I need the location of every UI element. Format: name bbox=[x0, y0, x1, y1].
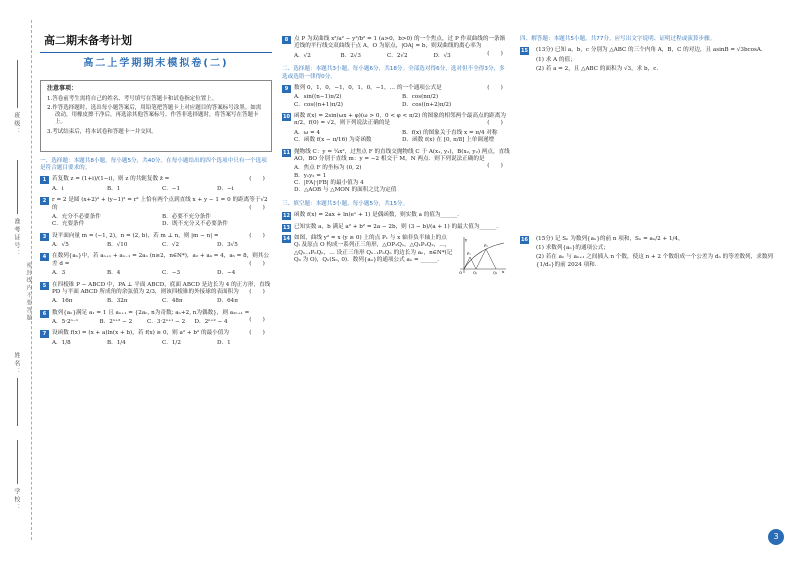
notice-item: 3.考试结束后，将本试卷和答题卡一并交回。 bbox=[47, 128, 157, 135]
option-d: D．△AOB 与 △MON 的面积之比为定值 bbox=[294, 187, 397, 194]
question-stem: 设平面向量 m = (−1, 2)，n = (2, b)，若 m ⊥ n，则 |m − n| = bbox=[52, 232, 219, 239]
question-number: 11 bbox=[283, 149, 290, 156]
sub-question: (1) 求数列{aₙ}的通项公式； bbox=[536, 244, 609, 251]
question-stem: 设函数 f(x) = (x + a)ln(x + b)，若 f(x) ≥ 0，则 a² + b² 的最小值为 bbox=[52, 330, 229, 337]
question-3 bbox=[40, 233, 272, 250]
option-b: B．√10 bbox=[107, 242, 128, 249]
option-c: C．cos((n+1)π/2) bbox=[294, 101, 343, 108]
question-6 bbox=[40, 310, 272, 327]
q2-label: Q₂ bbox=[493, 270, 498, 275]
option-c: C．48π bbox=[162, 298, 183, 305]
option-d: D．1 bbox=[217, 339, 231, 346]
option-b: B．f(x) 的图象关于直线 x = π/4 对称 bbox=[402, 129, 498, 136]
origin-label: O bbox=[459, 269, 463, 275]
question-number: 9 bbox=[282, 85, 291, 93]
class-field-label: 班级： bbox=[12, 112, 20, 136]
answer-paren[interactable]: ( ) bbox=[249, 204, 265, 211]
option-a: A．充分不必要条件 bbox=[52, 213, 101, 220]
page-number-badge: 3 bbox=[768, 529, 784, 545]
section-2-heading: 二、选择题：本题共3小题，每小题6分，共18分。全部选对得6分，选对但不全得3分，多选或选错一律得0分。 bbox=[282, 66, 505, 80]
school-field-line[interactable] bbox=[17, 440, 18, 484]
option-c: C．−3 bbox=[162, 270, 181, 277]
q1-label: Q₁ bbox=[473, 270, 478, 275]
option-b: B．cos(nπ/2) bbox=[402, 94, 439, 101]
option-a: A．3 bbox=[52, 270, 66, 277]
answer-paren[interactable]: ( ) bbox=[487, 163, 503, 170]
name-field-label: 姓名： bbox=[12, 352, 20, 376]
option-c: C．−1 bbox=[162, 185, 181, 192]
option-a: A．√5 bbox=[52, 242, 69, 249]
option-c: C．|FA|·|FB| 的最小值为 4 bbox=[294, 180, 364, 186]
answer-paren[interactable]: ( ) bbox=[487, 84, 503, 91]
school-field-label: 学校： bbox=[12, 488, 20, 512]
option-d: D．√3 bbox=[433, 52, 451, 59]
option-d: D．既不充分又不必要条件 bbox=[162, 221, 229, 228]
question-number: 15 bbox=[521, 48, 528, 55]
question-stem: 数列 0，1，0，−1，0，1，0，−1，… 的一个通项公式是 bbox=[294, 84, 442, 91]
answer-paren[interactable]: ( ) bbox=[487, 120, 503, 127]
section-1-heading: 一、选择题：本题共8小题，每小题5分，共40分。在每小题给出的四个选项中只有一个选项是符合题目要求的。 bbox=[40, 157, 267, 172]
question-16 bbox=[520, 236, 778, 270]
question-number: 12 bbox=[283, 213, 290, 220]
option-b: B．1/4 bbox=[107, 339, 126, 346]
option-c: C．函数 f(x − π/16) 为奇函数 bbox=[294, 137, 372, 144]
question-2 bbox=[40, 197, 272, 229]
option-b: B．2√3 bbox=[340, 52, 361, 59]
triangle-curve-figure bbox=[456, 235, 508, 275]
option-b: B．4 bbox=[107, 270, 121, 277]
option-d: D．cos((n+2)π/2) bbox=[402, 101, 452, 108]
option-a: A．1/8 bbox=[52, 339, 71, 346]
section-4-heading: 四、解答题：本题共5小题，共77分。应写出文字说明、证明过程或演算步骤。 bbox=[520, 36, 716, 42]
option-d: D．2ⁿ⁺² − 4 bbox=[194, 319, 228, 326]
exam-subtitle: 高二上学期期末模拟卷(二) bbox=[83, 57, 229, 69]
question-stem: (15分) 记 Sₙ 为数列{aₙ}的前 n 项和，Sₙ = aₙ/2 + 1/4， bbox=[536, 235, 684, 242]
question-stem: 如图，曲线 y² = x (y ≥ 0) 上的点 P₁ 与 x 轴非负半轴上的点 Qᵢ 及原点 O 构成一系列正三角形，△OP₁Q₁，△Q₁P₂Q₂，…，△Qₙ₋₁PₙQₙ，… 设正三角形 Qₙ₋₁PₙQₙ 的边长为 aₙ，n∈N*(记 Q₀ 为 O)，Qₙ(Sₙ, 0)．数列{aₙ}的通项公式 aₙ = ______． bbox=[294, 234, 453, 263]
option-b: B．2ⁿ⁺² − 2 bbox=[99, 319, 133, 326]
sub-question: (2) 若在 aₙ 与 aₙ₊₁ 之间插入 n 个数，使这 n + 2 个数组成一个公差为 dₙ 的等差数列，求数列{1/dₙ}的前 2024 项和. bbox=[536, 254, 774, 268]
option-a: A．sin((n−1)π/2) bbox=[294, 94, 342, 101]
option-c: C．√2 bbox=[162, 242, 179, 249]
column-right bbox=[520, 36, 778, 273]
question-stem: 若复数 z = (1+i)/(1−i)，则 z 的共轭复数 z̄ = bbox=[52, 176, 170, 183]
column-middle bbox=[282, 36, 510, 275]
question-number: 2 bbox=[40, 197, 49, 205]
option-a: A．5·2ⁿ⁻¹ bbox=[52, 319, 79, 326]
column-left bbox=[40, 34, 272, 351]
exam-no-field-label: 准考证号： bbox=[12, 218, 20, 258]
class-field-line[interactable] bbox=[17, 60, 18, 108]
question-number: 8 bbox=[282, 36, 291, 44]
question-14 bbox=[282, 234, 510, 275]
answer-paren[interactable]: ( ) bbox=[249, 176, 265, 183]
sub-question: (2) 若 a = 2，且 △ABC 的面积为 √3，求 b，c. bbox=[536, 66, 659, 73]
question-stem: 数列{aₙ}满足 a₁ = 1 且 aₙ₊₁ = {2aₙ, n为奇数; aₙ+2, n为偶数}，则 a₂ₙ₊₁ = bbox=[52, 309, 250, 316]
answer-paren[interactable]: ( ) bbox=[249, 288, 265, 295]
question-13 bbox=[282, 224, 510, 231]
exam-no-field-line[interactable] bbox=[17, 160, 18, 214]
question-stem: 已知实数 a，b 满足 a² + b² = 2a − 2b，则 (3 − b)/(a + 1) 的最大值为______． bbox=[294, 223, 502, 230]
option-b: B．1 bbox=[107, 185, 121, 192]
option-c: C．3·2ⁿ⁺¹ − 2 bbox=[147, 319, 186, 326]
question-number: 13 bbox=[283, 224, 290, 231]
question-11 bbox=[282, 149, 510, 195]
question-number: 1 bbox=[40, 176, 49, 184]
question-9 bbox=[282, 85, 510, 109]
question-number: 3 bbox=[40, 233, 49, 241]
notice-item: 2.作答选择题时，选出每小题答案后，用铅笔把答题卡上对应题目的答案标号涂黑。如需改动，用橡皮擦干净后，再选涂其他答案标号。作答非选择题时，将答案写在答题卡上。 bbox=[47, 104, 262, 126]
option-c: C．1/2 bbox=[162, 339, 181, 346]
binding-strip bbox=[0, 0, 36, 561]
option-a: A．ω = 4 bbox=[294, 129, 320, 136]
question-stem: 函数 f(x) = 2ax + ln(eˣ + 1) 是偶函数，则实数 a 的值为______． bbox=[294, 212, 463, 219]
notice-title: 注意事项： bbox=[47, 84, 78, 92]
question-stem: 函数 f(x) = 2sin(ωx + φ)(ω > 0，0 < φ < π/2) 的图象的相邻两个最高点的距离为 π/2，f(0) = √2，则下列说法正确的是 bbox=[294, 113, 506, 127]
answer-paren[interactable]: ( ) bbox=[249, 330, 265, 337]
question-1 bbox=[40, 176, 272, 193]
question-number: 6 bbox=[40, 310, 49, 318]
option-a: A．i bbox=[52, 185, 64, 192]
question-number: 10 bbox=[283, 114, 290, 120]
option-d: D．3√5 bbox=[217, 242, 238, 249]
question-stem: 在数列{aₙ}中，若 aₙ₊₁ + aₙ₋₁ = 2aₙ (n≥2，n∈N*)，a₂ + a₄ = 4，a₅ = 8，则其公差 d = bbox=[52, 253, 270, 267]
question-number: 4 bbox=[40, 253, 49, 261]
question-number: 5 bbox=[40, 282, 49, 290]
option-a: A．√2 bbox=[294, 52, 311, 59]
axis-y-label: y bbox=[465, 236, 468, 242]
answer-paren[interactable]: ( ) bbox=[249, 260, 265, 267]
p2-label: P₂ bbox=[484, 243, 488, 248]
option-d: D．−4 bbox=[217, 270, 236, 277]
answer-paren[interactable]: ( ) bbox=[249, 232, 265, 239]
notice-box bbox=[40, 80, 272, 152]
question-stem: 抛物线 C：y = ¼x²，过焦点 F 的直线交抛物线 C 于 A(x₁, y₁)，B(x₂, y₂) 两点，直线 AO，BO 分别于直线 m：y = −2 相交于 M，N 两点．则下列说法正确的是 bbox=[294, 148, 510, 162]
seal-warning: 密封线内不要答题 bbox=[25, 262, 32, 322]
sub-question: (1) 求 A 的值； bbox=[536, 56, 576, 63]
question-12 bbox=[282, 212, 510, 219]
title-rule bbox=[40, 52, 272, 53]
question-4 bbox=[40, 253, 272, 277]
question-stem: 在四棱锥 P − ABCD 中，PA ⊥ 平面 ABCD，底面 ABCD 是边长为 4 的正方形，直线 PD 与平面 ABCD 所成角的余弦值为 2/3，则该四棱锥的外接球的表面积为 bbox=[52, 281, 271, 295]
notice-item: 1.答卷前考生需将自己的姓名、考号填写在答题卡和试卷指定位置上。 bbox=[47, 95, 218, 102]
p1-label: P₁ bbox=[467, 251, 471, 256]
section-3-heading: 三、填空题：本题共3小题，每小题5分，共15分。 bbox=[282, 200, 409, 207]
question-stem: 点 P 为双曲线 x²/a² − y²/b² = 1 (a>0，b>0) 的一个焦点，过 P 作双曲线的一条渐近线的平行线交双曲线于点 A，O 为原点，|OA| = b，则双曲线的离心率为 bbox=[294, 36, 506, 50]
question-stem: r = 2 是圆 (x+2)² + (y−1)² = r² 上恰有两个点到直线 x + y − 1 = 0 的距离等于√2 的 bbox=[52, 197, 268, 211]
question-stem: (13分) 已知 a，b，c 分别为 △ABC 的三个内角 A，B，C 的对边，且 asinB = √3bcosA. bbox=[536, 47, 763, 54]
axis-x-label: x bbox=[502, 268, 505, 274]
option-d: D．函数 f(x) 在 [0, π/8] 上单调递增 bbox=[402, 137, 495, 144]
answer-paren[interactable]: ( ) bbox=[249, 317, 265, 324]
option-c: C．充要条件 bbox=[52, 221, 85, 228]
name-field-line[interactable] bbox=[17, 378, 18, 426]
question-number: 14 bbox=[283, 235, 290, 242]
question-8 bbox=[282, 36, 510, 60]
question-5 bbox=[40, 282, 272, 306]
option-d: D．64π bbox=[217, 298, 238, 305]
question-15 bbox=[520, 47, 778, 73]
option-b: B．y₁y₂ = 1 bbox=[294, 172, 327, 179]
page-title: 高二期末备考计划 bbox=[44, 34, 132, 47]
option-c: C．2√2 bbox=[387, 52, 408, 59]
answer-paren[interactable]: ( ) bbox=[487, 50, 503, 57]
answer-space[interactable] bbox=[520, 78, 778, 236]
question-7 bbox=[40, 330, 272, 347]
option-a: A．焦点 F 的坐标为 (0, 2) bbox=[294, 165, 362, 172]
question-10 bbox=[282, 113, 510, 145]
option-d: D．−i bbox=[217, 185, 234, 192]
option-a: A．16π bbox=[52, 298, 73, 305]
question-number: 16 bbox=[521, 236, 528, 243]
option-b: B．必要不充分条件 bbox=[162, 213, 211, 220]
question-number: 7 bbox=[40, 330, 49, 338]
option-b: B．32π bbox=[107, 298, 128, 305]
